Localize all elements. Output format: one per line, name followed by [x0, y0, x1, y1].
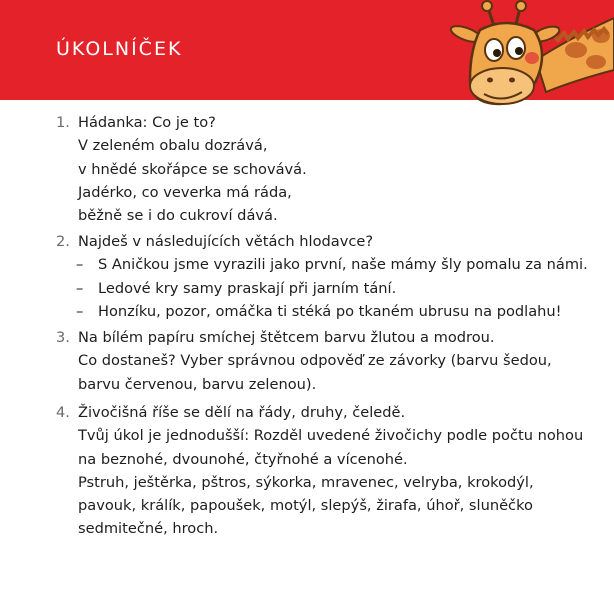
list-item-text: S Aničkou jsme vyrazili jako první, naše mámy šly pomalu za námi.: [98, 256, 588, 274]
task-line: pavouk, králík, papoušek, motýl, slepýš, žirafa, úhoř, sluněčko: [78, 497, 533, 515]
task-number: 3.: [56, 329, 70, 346]
task-4: [56, 401, 606, 541]
list-item-text: Ledové kry samy praskají při jarním tání.: [98, 279, 397, 297]
task-line: Co dostaneš? Vyber správnou odpověď ze závorky (barvu šedou,: [78, 352, 552, 370]
dash-list-item: [76, 277, 606, 300]
task-line: na beznohé, dvounohé, čtyřnohé a vícenohé.: [78, 450, 408, 468]
list-item-text: Honzíku, pozor, omáčka ti stéká po tkaném ubrusu na podlahu!: [98, 302, 562, 320]
task-1: [56, 111, 606, 227]
task-line: Na bílém papíru smíchej štětcem barvu žlutou a modrou.: [78, 329, 495, 346]
dash-mark: –: [76, 256, 84, 274]
task-3: [56, 326, 606, 396]
task-line: běžně se i do cukroví dává.: [78, 207, 278, 225]
dash-list-item: [76, 253, 606, 276]
task-number: 4.: [56, 404, 70, 421]
task-line: v hnědé skořápce se schovává.: [78, 160, 307, 178]
task-line: sedmitečné, hroch.: [78, 520, 219, 538]
task-line: V zeleném obalu dozrává,: [78, 137, 268, 155]
task-number: 1.: [56, 114, 70, 131]
task-number: 2.: [56, 233, 70, 250]
task-line: barvu červenou, barvu zelenou).: [78, 375, 317, 393]
task-line: Tvůj úkol je jednodušší: Rozděl uvedené živočichy podle počtu nohou: [78, 427, 584, 445]
task-line: Hádanka: Co je to?: [78, 114, 216, 131]
giraffe-mascot-icon: [436, 0, 614, 112]
task-line: Pstruh, ještěrka, pštros, sýkorka, mravenec, velryba, krokodýl,: [78, 473, 534, 491]
task-line: Najdeš v následujících větách hlodavce?: [78, 233, 374, 250]
dash-list-item: [76, 300, 606, 323]
dash-mark: –: [76, 302, 84, 320]
task-line: Živočišná říše se dělí na řády, druhy, čeledě.: [78, 404, 406, 421]
task-2: [56, 230, 606, 323]
task-line: Jadérko, co veverka má ráda,: [78, 183, 292, 201]
dash-mark: –: [76, 279, 84, 297]
page-title: ÚKOLNÍČEK: [56, 38, 183, 60]
